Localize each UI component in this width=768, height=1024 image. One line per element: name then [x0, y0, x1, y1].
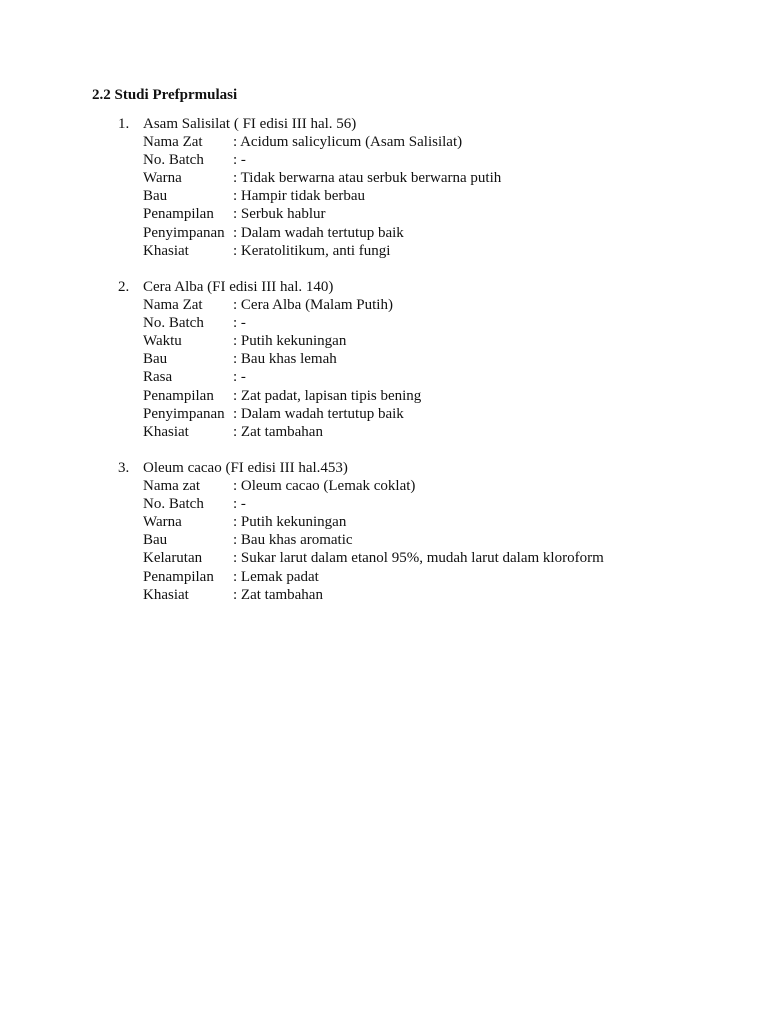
property-label: No. Batch: [143, 152, 204, 169]
property-label: Penampilan: [143, 206, 214, 223]
property-value: : -: [233, 315, 246, 332]
list-item-title: [118, 115, 501, 133]
property-label: Rasa: [143, 369, 173, 386]
property-row: [118, 350, 421, 368]
property-label: Penampilan: [143, 387, 214, 404]
property-value: : Putih kekuningan: [233, 333, 347, 350]
property-value: : Dalam wadah tertutup baik: [233, 224, 404, 241]
property-row: [118, 568, 604, 586]
property-label: No. Batch: [143, 315, 204, 332]
property-label: Penyimpanan: [143, 405, 225, 422]
list-item-title: [118, 278, 421, 296]
property-value: : Zat tambahan: [233, 423, 323, 440]
property-value: : Dalam wadah tertutup baik: [233, 405, 404, 422]
list-item-asam-salisilat: [118, 115, 501, 260]
property-label: Warna: [143, 514, 182, 531]
property-label: No. Batch: [143, 496, 204, 513]
list-item-title: [118, 459, 604, 477]
property-label: Kelarutan: [143, 550, 203, 567]
property-row: [118, 314, 421, 332]
property-label: Nama Zat: [143, 297, 203, 314]
list-item-number: 2.: [118, 279, 130, 295]
property-label: Nama Zat: [143, 134, 203, 151]
list-item-number: 3.: [118, 460, 130, 476]
property-label: Khasiat: [143, 586, 189, 603]
property-label: Penyimpanan: [143, 224, 225, 241]
list-item-oleum-cacao: [118, 459, 604, 604]
property-row: [118, 296, 421, 314]
property-value: : Oleum cacao (Lemak coklat): [233, 478, 416, 495]
property-label: Bau: [143, 351, 168, 368]
property-row: [118, 387, 421, 405]
property-value: : Acidum salicylicum (Asam Salisilat): [233, 134, 463, 151]
property-row: [118, 513, 604, 531]
property-value: : Bau khas lemah: [233, 351, 337, 368]
property-value: : Hampir tidak berbau: [233, 188, 366, 205]
property-value: : Zat tambahan: [233, 586, 323, 603]
property-row: [118, 477, 604, 495]
property-value: : Keratolitikum, anti fungi: [233, 242, 391, 259]
property-row: [118, 586, 604, 604]
property-label: Bau: [143, 188, 168, 205]
property-value: : -: [233, 496, 246, 513]
property-value: : Putih kekuningan: [233, 514, 347, 531]
property-value: : Tidak berwarna atau serbuk berwarna putih: [233, 170, 502, 187]
property-value: : Serbuk hablur: [233, 206, 326, 223]
property-row: [118, 549, 604, 567]
list-item-title-text: Asam Salisilat ( FI edisi III hal. 56): [143, 116, 357, 132]
property-value: : Zat padat, lapisan tipis bening: [233, 387, 422, 404]
property-value: : Sukar larut dalam etanol 95%, mudah larut dalam kloroform: [233, 550, 604, 567]
list-item-title-text: Oleum cacao (FI edisi III hal.453): [143, 460, 348, 476]
property-row: [118, 531, 604, 549]
property-row: [118, 169, 501, 187]
property-value: : -: [233, 152, 246, 169]
property-row: [118, 495, 604, 513]
section-heading: 2.2 Studi Prefprmulasi: [92, 87, 238, 103]
property-label: Penampilan: [143, 568, 214, 585]
property-row: [118, 187, 501, 205]
property-label: Nama zat: [143, 478, 201, 495]
property-label: Khasiat: [143, 423, 189, 440]
property-row: [118, 332, 421, 350]
property-row: [118, 242, 501, 260]
property-value: : -: [233, 369, 246, 386]
property-row: [118, 423, 421, 441]
property-label: Waktu: [143, 333, 182, 350]
property-label: Warna: [143, 170, 182, 187]
property-row: [118, 224, 501, 242]
property-value: : Bau khas aromatic: [233, 532, 353, 549]
list-item-cera-alba: [118, 278, 421, 441]
property-row: [118, 205, 501, 223]
property-value: : Cera Alba (Malam Putih): [233, 297, 393, 314]
property-row: [118, 133, 501, 151]
property-row: [118, 368, 421, 386]
property-label: Khasiat: [143, 242, 189, 259]
property-row: [118, 151, 501, 169]
list-item-title-text: Cera Alba (FI edisi III hal. 140): [143, 279, 334, 295]
property-value: : Lemak padat: [233, 568, 319, 585]
list-item-number: 1.: [118, 116, 130, 132]
property-row: [118, 405, 421, 423]
property-label: Bau: [143, 532, 168, 549]
